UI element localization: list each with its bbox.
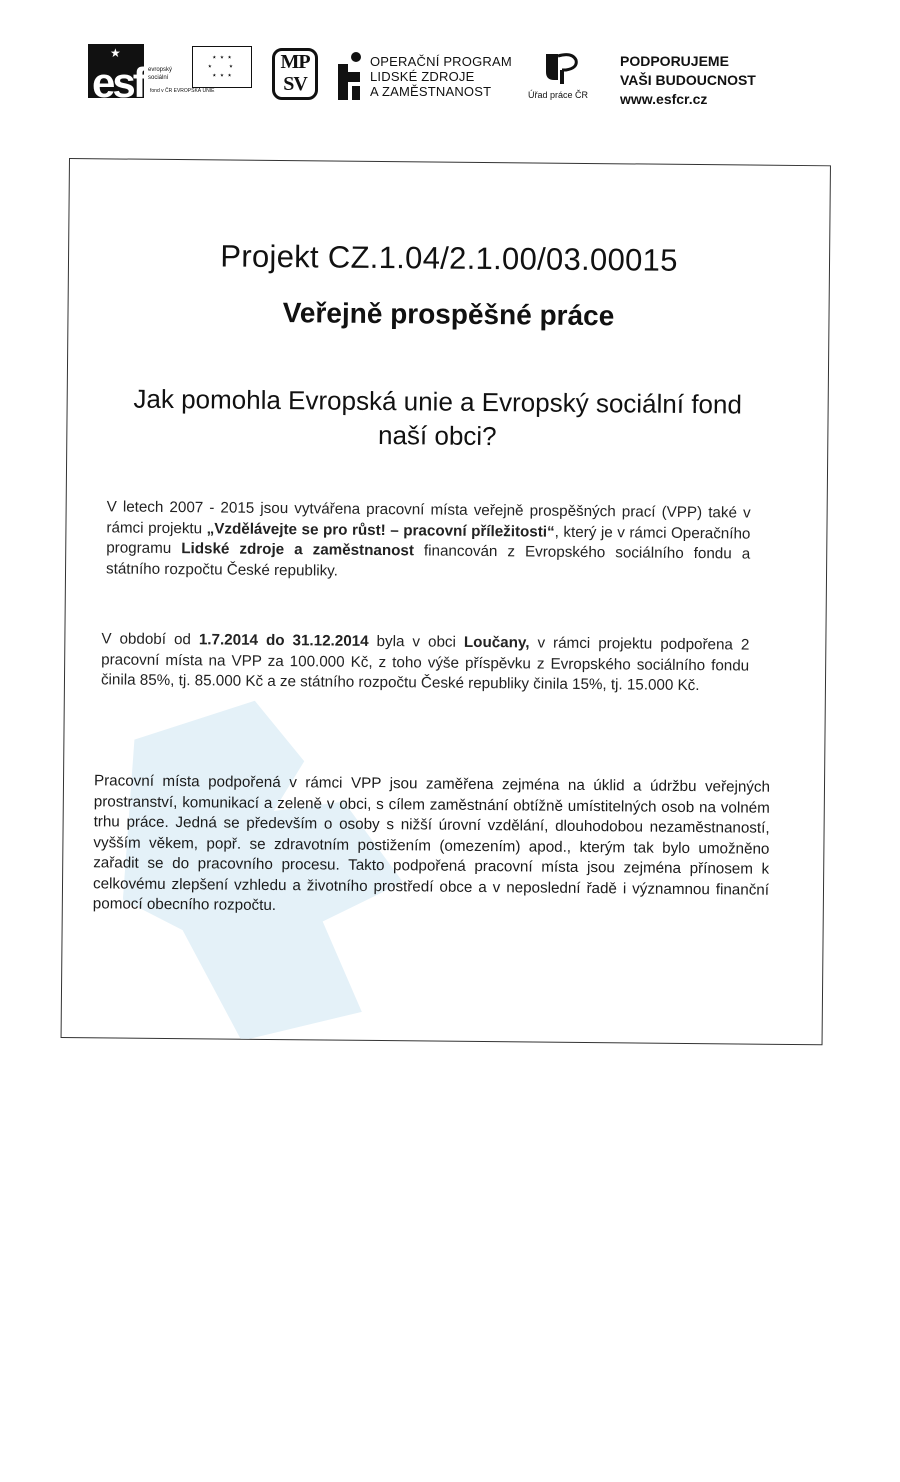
- question-heading: Jak pomohla Evropská unie a Evropský sociální fond naší obci?: [133, 383, 743, 452]
- esf-line-2: sociální: [148, 75, 169, 81]
- oplzz-line-2: LIDSKÉ ZDROJE: [370, 69, 475, 84]
- slogan-line-1: PODPORUJEME: [620, 53, 729, 69]
- oplzz-line-1: OPERAČNÍ PROGRAM: [370, 54, 512, 69]
- oplzz-text: [370, 54, 512, 99]
- esf-logo-icon: [88, 44, 258, 104]
- esf-line-1: evropský: [148, 67, 173, 73]
- mpsv-logo-icon: [272, 48, 318, 100]
- slogan-url: www.esfcr.cz: [620, 91, 708, 107]
- urad-prace-logo-icon: [542, 50, 582, 86]
- mpsv-top: MP: [280, 51, 310, 73]
- urad-prace-text: Úřad práce ČR: [528, 90, 589, 100]
- oplzz-line-3: A ZAMĚSTNANOST: [370, 84, 492, 99]
- oplzz-logo-icon: [338, 50, 362, 100]
- mpsv-bottom: SV: [283, 73, 307, 95]
- notice-frame: [61, 158, 831, 1045]
- paragraph-2: V období od 1.7.2014 do 31.12.2014 byla v obci Loučany, v rámci projektu podpořena 2 pracovní místa na VPP za 100.000 Kč, z toho výše příspěvku z Evropského sociálního fondu činila 85%, tj. 85.000 Kč a ze státního rozpočtu České republiky činila 15%, tj. 15.000 Kč.: [100, 630, 750, 695]
- paragraph-3: Pracovní místa podpořená v rámci VPP jsou zaměřena zejména na úklid a údržbu veřejných prostranství, komunikací a zeleně v obci, s cílem zaměstnání obtížně umístitelných osob na volném trhu práce. Jedná se především o osoby s nižší úrovní vzdělání, dlouhodobou nezaměstnaností, vyšším věkem, popř. se zdravotním postižením (omezením) apod., kterým tak bylo umožněno zařadit se do pracovního procesu. Takto podpořená pracovní místa jsou zejména přínosem k celkovému zlepšení vzhledu a životního prostředí obce a v neposlední řadě i významnou finanční pomocí obecního rozpočtu.: [92, 772, 771, 915]
- paragraph-1: V letech 2007 - 2015 jsou vytvářena pracovní místa veřejně prospěšných prací (VPP) také v rámci projektu „Vzdělávejte se pro růst! – pracovní příležitosti“, který je v rámci Operačního programu Lidské zdroje a zaměstnanost financován z Evropského sociálního fondu a státního rozpočtu České republiky.: [105, 498, 751, 580]
- eu-flag-icon: ⋆⋆⋆ ⋆ ⋆ ⋆⋆⋆: [192, 46, 252, 88]
- esf-mark: ★ esf: [88, 44, 144, 98]
- esf-caption: fond v ČR EVROPSKÁ UNIE: [150, 88, 215, 94]
- slogan-block: [620, 52, 756, 109]
- slogan-line-2: VAŠI BUDOUCNOST: [620, 72, 756, 88]
- program-name: Veřejně prospěšné práce: [282, 297, 615, 332]
- project-title: Projekt CZ.1.04/2.1.00/03.00015: [220, 238, 678, 278]
- esf-text: [148, 66, 172, 82]
- logo-strip: [88, 44, 768, 114]
